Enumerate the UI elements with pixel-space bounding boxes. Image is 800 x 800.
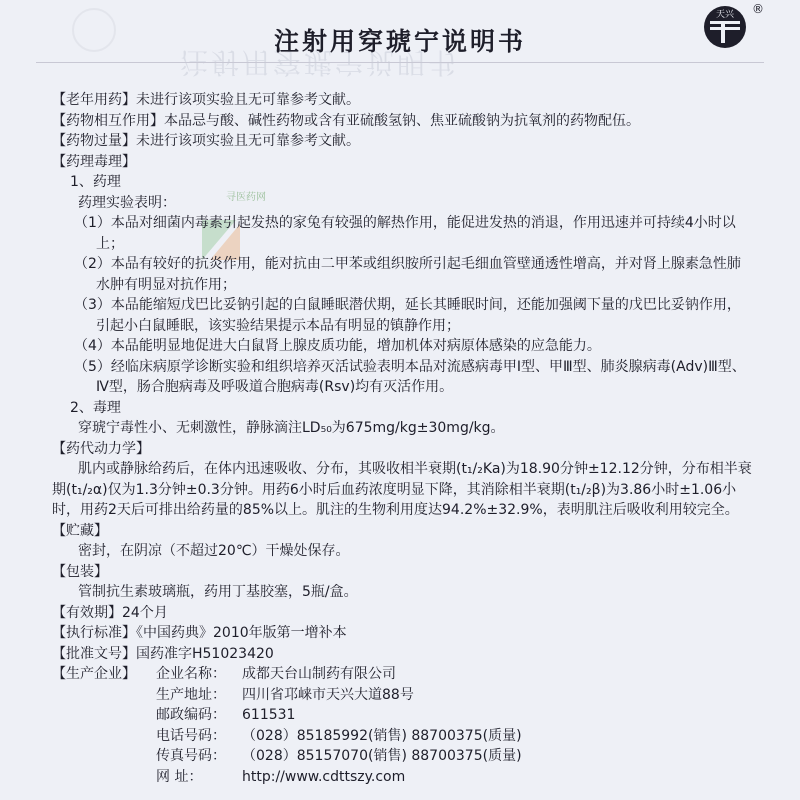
pharmacology-item: （2）本品有较好的抗炎作用，能对抗由二甲苯或组织胺所引起毛细血管壁通透性增高，并对肾上腺素急性肺水肿有明显对抗作用；	[74, 256, 741, 293]
storage-heading: 【贮藏】	[52, 522, 108, 539]
approval-number: 【批准文号】国药准字H51023420	[52, 645, 274, 662]
pharmacy-watermark-text: 寻医药网	[226, 192, 266, 203]
validity: 【有效期】24个月	[52, 604, 168, 621]
elderly-use: 【老年用药】未进行该项实验且无可靠参考文献。	[52, 92, 360, 108]
section-label: 【执行标准】	[52, 625, 136, 641]
manufacturer-row: 企业名称： 成都天台山制药有限公司	[156, 666, 396, 682]
brand-name: 天兴	[715, 10, 735, 20]
brand-logo-icon	[702, 4, 748, 50]
registered-mark: ®	[752, 2, 764, 16]
pharmacology-item: （4）本品能明显地促进大白鼠肾上腺皮质功能，增加机体对病原体感染的应急能力。	[74, 338, 601, 354]
page-title: 注射用穿琥宁说明书	[273, 27, 526, 56]
section-label: 【批准文号】	[52, 645, 136, 662]
package-text: 管制抗生素玻璃瓶，药用丁基胶塞，5瓶/盒。	[78, 584, 358, 600]
manufacturer-row: 邮政编码： 611531	[156, 707, 296, 723]
manufacturer-row: 网 址： http://www.cdttszy.com	[156, 767, 522, 788]
section-label: 【有效期】	[52, 604, 122, 621]
section-label: 【药物相互作用】	[52, 112, 164, 129]
drug-interaction: 【药物相互作用】本品忌与酸、碱性药物或含有亚硫酸氢钠、焦亚硫酸钠为抗氧剂的药物配伍。	[52, 112, 640, 129]
manufacturer	[52, 664, 752, 787]
pharmacology-heading: 1、药理	[70, 174, 121, 190]
section-label: 【生产企业】	[52, 666, 136, 682]
package-heading: 【包装】	[52, 563, 108, 580]
manufacturer-row: 传真号码： （028）85157070(销售) 88700375(质量)	[156, 748, 522, 764]
toxicology-heading: 【药理毒理】	[52, 153, 136, 170]
overdose: 【药物过量】未进行该项实验且无可靠参考文献。	[52, 133, 360, 149]
manufacturer-row: 电话号码： （028）85185992(销售) 88700375(质量)	[156, 727, 522, 744]
manufacturer-row: 生产地址： 四川省邛崃市天兴大道88号	[156, 686, 414, 703]
title-divider	[36, 62, 764, 63]
manufacturer-details	[156, 664, 522, 787]
standard: 【执行标准】《中国药典》2010年版第一增补本	[52, 625, 347, 641]
toxicity-text: 穿琥宁毒性小、无刺激性，静脉滴注LD₅₀为675mg/kg±30mg/kg。	[78, 420, 505, 436]
pharmacology-intro: 药理实验表明：	[78, 194, 176, 211]
website-link[interactable]: http://www.cdttszy.com	[242, 768, 406, 785]
instruction-body	[52, 90, 752, 787]
pharmacology-item: （1）本品对细菌内毒素引起发热的家兔有较强的解热作用，能促进发热的消退，作用迅速并可持续4小时以上；	[74, 215, 736, 252]
pharmacokinetics-text: 肌内或静脉给药后，在体内迅速吸收、分布，其吸收相半衰期(t₁/₂Ka)为18.90分钟±12.12分钟，分布相半衰期(t₁/₂α)仅为1.3分钟±0.3分钟。用药6小时后血药浓度明显下降，其消除相半衰期(t₁/₂β)为3.86小时±1.06小时，用药2天后可排出给药量的85%以上。肌注的生物利用度达94.2%±32.9%，表明肌注后吸收利用较完全。	[52, 461, 752, 518]
pharmacokinetics-heading: 【药代动力学】	[52, 440, 150, 457]
storage-text: 密封，在阴凉（不超过20℃）干燥处保存。	[78, 543, 350, 559]
section-label: 【药物过量】	[52, 133, 136, 149]
pharmacology-item: （3）本品能缩短戊巴比妥钠引起的白鼠睡眠潜伏期，延长其睡眠时间，还能加强阈下量的戊巴比妥钠作用，引起小白鼠睡眠，该实验结果提示本品有明显的镇静作用；	[74, 297, 741, 334]
bleed-through-text: 注射用穿琥宁说明书	[180, 46, 460, 79]
toxicity-heading: 2、毒理	[70, 399, 121, 416]
section-label: 【老年用药】	[52, 92, 136, 108]
pharmacology-item: （5）经临床病原学诊断实验和组织培养灭活试验表明本品对流感病毒甲Ⅰ型、甲Ⅲ型、肺炎腺病毒(Adv)Ⅲ型、Ⅳ型，肠合胞病毒及呼吸道合胞病毒(Rsv)均有灭活作用。	[74, 358, 746, 395]
